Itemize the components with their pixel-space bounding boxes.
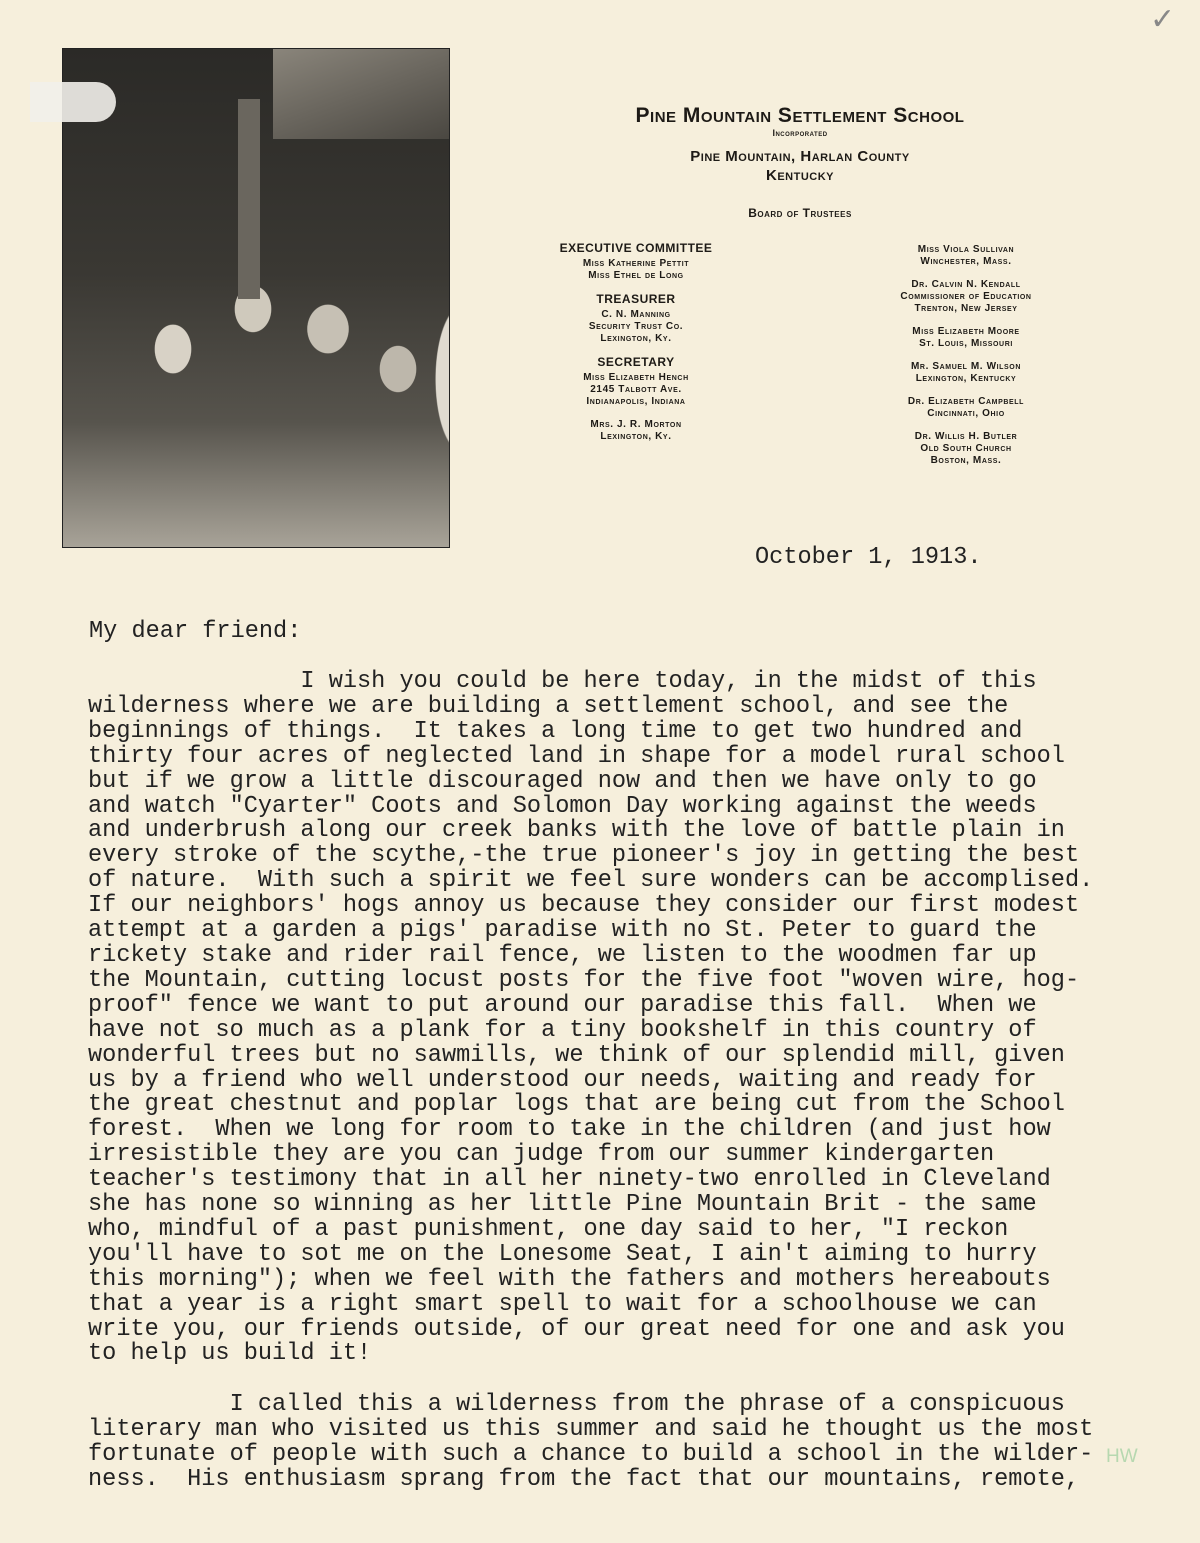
- trustee-line: Lexington, Kentucky: [915, 373, 1017, 384]
- text-line: literary man who visited us this summer and said he thought us the most: [88, 1415, 1094, 1443]
- trustee-entry: [866, 431, 1066, 467]
- text-line: this morning"); when we feel with the fathers and mothers hereabouts: [88, 1265, 1051, 1293]
- trustee-entry: [866, 326, 1066, 350]
- cabin-roof: [273, 49, 449, 139]
- trustee-line: Dr. Willis H. Butler: [914, 431, 1018, 442]
- trustee-line: Dr. Calvin N. Kendall: [911, 279, 1021, 290]
- officer-line: Miss Katherine Pettit: [582, 258, 690, 269]
- text-line: but if we grow a little discouraged now and then we have only to go: [88, 767, 1037, 795]
- officer-line: Lexington, Ky.: [600, 333, 672, 344]
- trustee-entry: [866, 396, 1066, 420]
- trustee-line: Miss Elizabeth Moore: [912, 326, 1020, 337]
- text-line: the Mountain, cutting locust posts for the five foot "woven wire, hog-: [88, 966, 1080, 994]
- text-line: that a year is a right smart spell to wait for a schoolhouse we can: [88, 1290, 1037, 1318]
- paragraph-2: [88, 1393, 1093, 1493]
- trustee-line: Commissioner of Education: [900, 291, 1032, 302]
- text-line: fortunate of people with such a chance to build a school in the wilder-: [88, 1440, 1094, 1468]
- text-line: If our neighbors' hogs annoy us because they consider our first modest: [88, 892, 1080, 920]
- children-photograph: [62, 48, 450, 548]
- trustee-line: St. Louis, Missouri: [919, 338, 1013, 349]
- text-line: every stroke of the scythe,-the true pioneer's joy in getting the best: [88, 842, 1080, 870]
- text-line: ness. His enthusiasm sprang from the fact that our mountains, remote,: [88, 1465, 1080, 1493]
- officer-group: [536, 293, 736, 345]
- text-line: I wish you could be here today, in the midst of this: [88, 668, 1037, 695]
- trustee-entry: [866, 279, 1066, 315]
- group-heading: TREASURER: [596, 292, 676, 306]
- trustee-entry: [866, 244, 1066, 268]
- trustees-column: [866, 244, 1066, 478]
- text-line: have not so much as a plank for a tiny bookshelf in this country of: [88, 1016, 1037, 1044]
- board-of-trustees: Board of Trustees: [748, 206, 852, 220]
- text-line: of nature. With such a spirit we feel sure wonders can be accomplised.: [88, 867, 1094, 895]
- officer-group: [536, 356, 736, 408]
- officer-group: [536, 242, 736, 282]
- trustee-line: Winchester, Mass.: [920, 256, 1012, 267]
- officer-line: Lexington, Ky.: [600, 431, 672, 442]
- officer-line: 2145 Talbott Ave.: [590, 384, 682, 395]
- text-line: thirty four acres of neglected land in shape for a model rural school: [88, 742, 1065, 770]
- text-line: write you, our friends outside, of our great need for one and ask you: [88, 1315, 1065, 1343]
- text-line: wonderful trees but no sawmills, we think of our splendid mill, given: [88, 1041, 1065, 1069]
- text-line: wilderness where we are building a settlement school, and see the: [88, 692, 1009, 720]
- group-heading: SECRETARY: [597, 355, 675, 369]
- officer-line: Security Trust Co.: [588, 321, 684, 332]
- officer-line: Indianapolis, Indiana: [586, 396, 686, 407]
- group-heading: EXECUTIVE COMMITTEE: [559, 241, 713, 255]
- officer-line: Miss Ethel de Long: [588, 270, 684, 281]
- trustee-line: Mr. Samuel M. Wilson: [911, 361, 1021, 372]
- text-line: I called this a wilderness from the phrase of a conspicuous: [88, 1391, 1065, 1418]
- text-line: teacher's testimony that in all her ninety-two enrolled in Cleveland: [88, 1166, 1051, 1194]
- text-line: you'll have to sot me on the Lonesome Seat, I ain't aiming to hurry: [88, 1240, 1037, 1268]
- trustee-line: Trenton, New Jersey: [914, 303, 1018, 314]
- text-line: attempt at a garden a pigs' paradise with no St. Peter to guard the: [88, 917, 1037, 945]
- salutation: My dear friend:: [89, 618, 302, 645]
- text-line: the great chestnut and poplar logs that are being cut from the School: [88, 1091, 1065, 1119]
- trustee-line: Miss Viola Sullivan: [917, 244, 1015, 255]
- paragraph-1: [88, 670, 1093, 1367]
- text-line: and watch "Cyarter" Coots and Solomon Day working against the weeds: [88, 792, 1037, 820]
- tape-mark: [30, 82, 116, 122]
- porch-post: [238, 99, 260, 299]
- hw-annotation: HW: [1106, 1446, 1138, 1467]
- text-line: beginnings of things. It takes a long time to get two hundred and: [88, 717, 1023, 745]
- text-line: and underbrush along our creek banks with the love of battle plain in: [88, 817, 1065, 845]
- trustee-line: Old South Church: [920, 443, 1012, 454]
- officer-line: Mrs. J. R. Morton: [590, 419, 682, 430]
- check-mark: ✓: [1150, 3, 1176, 36]
- text-line: to help us build it!: [88, 1340, 372, 1368]
- text-line: forest. When we long for room to take in the children (and just how: [88, 1116, 1051, 1144]
- text-line: rickety stake and rider rail fence, we listen to the woodmen far up: [88, 941, 1037, 969]
- trustee-line: Boston, Mass.: [930, 455, 1002, 466]
- letter-date: October 1, 1913.: [755, 544, 982, 571]
- incorporated: Incorporated: [772, 128, 828, 138]
- state: Kentucky: [765, 167, 834, 184]
- officers-column: [536, 242, 736, 454]
- school-name: Pine Mountain Settlement School: [635, 104, 965, 127]
- location: Pine Mountain, Harlan County: [690, 148, 910, 165]
- trustee-line: Cincinnati, Ohio: [927, 408, 1005, 419]
- text-line: irresistible they are you can judge from our summer kindergarten: [88, 1141, 995, 1169]
- text-line: who, mindful of a past punishment, one day said to her, "I reckon: [88, 1215, 1009, 1243]
- text-line: she has none so winning as her little Pine Mountain Brit - the same: [88, 1191, 1037, 1219]
- officer-line: Miss Elizabeth Hench: [583, 372, 689, 383]
- text-line: us by a friend who well understood our needs, waiting and ready for: [88, 1066, 1037, 1094]
- trustee-line: Dr. Elizabeth Campbell: [907, 396, 1025, 407]
- officer-group: [536, 419, 736, 443]
- text-line: proof" fence we want to put around our paradise this fall. When we: [88, 991, 1037, 1019]
- officer-line: C. N. Manning: [601, 309, 671, 320]
- trustee-entry: [866, 361, 1066, 385]
